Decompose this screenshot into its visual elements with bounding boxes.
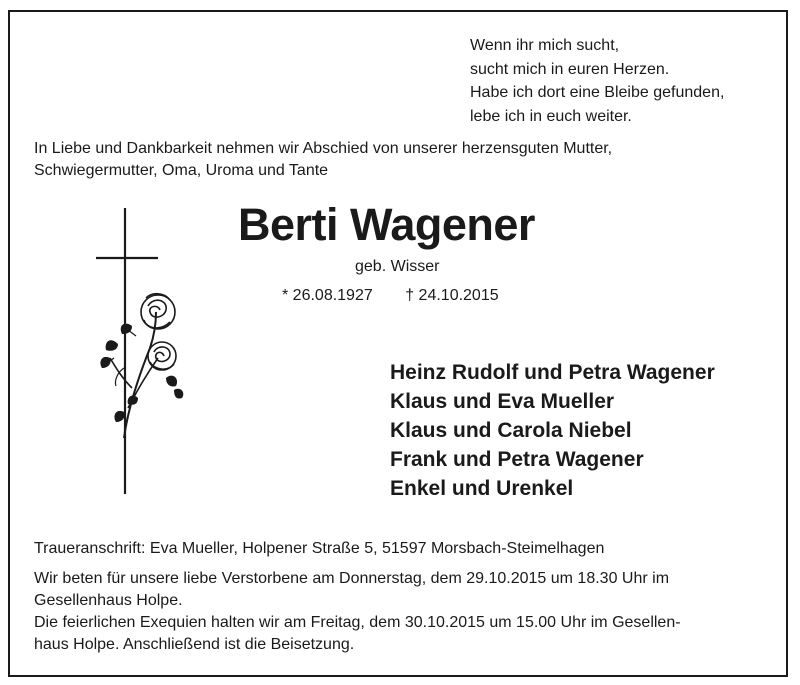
service-line: Die feierlichen Exequien halten wir am Freitag, dem 30.10.2015 um 15.00 Uhr im Gesellen-: [34, 614, 681, 631]
farewell-intro: [34, 138, 774, 182]
mourner-entry: Heinz Rudolf und Petra Wagener: [390, 361, 715, 384]
poem-line: sucht mich in euren Herzen.: [470, 60, 670, 78]
mourner-entry: Klaus und Carola Niebel: [390, 419, 632, 442]
service-line: haus Holpe. Anschließend ist die Beisetzung.: [34, 636, 355, 653]
mourner-entry: Klaus und Eva Mueller: [390, 390, 615, 413]
maiden-name: geb. Wisser: [355, 258, 440, 275]
service-line: Wir beten für unsere liebe Verstorbene am Donnerstag, dem 29.10.2015 um 18.30 Uhr im: [34, 570, 670, 587]
intro-line: Schwiegermutter, Oma, Uroma und Tante: [34, 162, 329, 179]
poem-line: Habe ich dort eine Bleibe gefunden,: [470, 84, 725, 101]
mourning-address: Traueranschrift: Eva Mueller, Holpener Straße 5, 51597 Morsbach-Steimelhagen: [34, 540, 605, 557]
service-line: Gesellenhaus Holpe.: [34, 592, 183, 609]
life-dates: [282, 286, 499, 306]
obituary-notice: [8, 10, 788, 677]
poem-line: lebe ich in euch weiter.: [470, 107, 632, 125]
service-details: [34, 568, 774, 656]
cross-with-roses-icon: [88, 208, 188, 513]
deceased-name: Berti Wagener: [238, 199, 535, 250]
mourner-entry: Frank und Petra Wagener: [390, 448, 644, 471]
death-date: † 24.10.2015: [405, 287, 499, 304]
mourner-entry: Enkel und Urenkel: [390, 477, 574, 500]
mourners-list: [390, 358, 780, 503]
poem-line: Wenn ihr mich sucht,: [470, 37, 620, 54]
birth-date: * 26.08.1927: [282, 287, 373, 304]
intro-line: In Liebe und Dankbarkeit nehmen wir Abschied von unserer herzensguten Mutter,: [34, 140, 613, 157]
memorial-poem: [470, 34, 780, 128]
